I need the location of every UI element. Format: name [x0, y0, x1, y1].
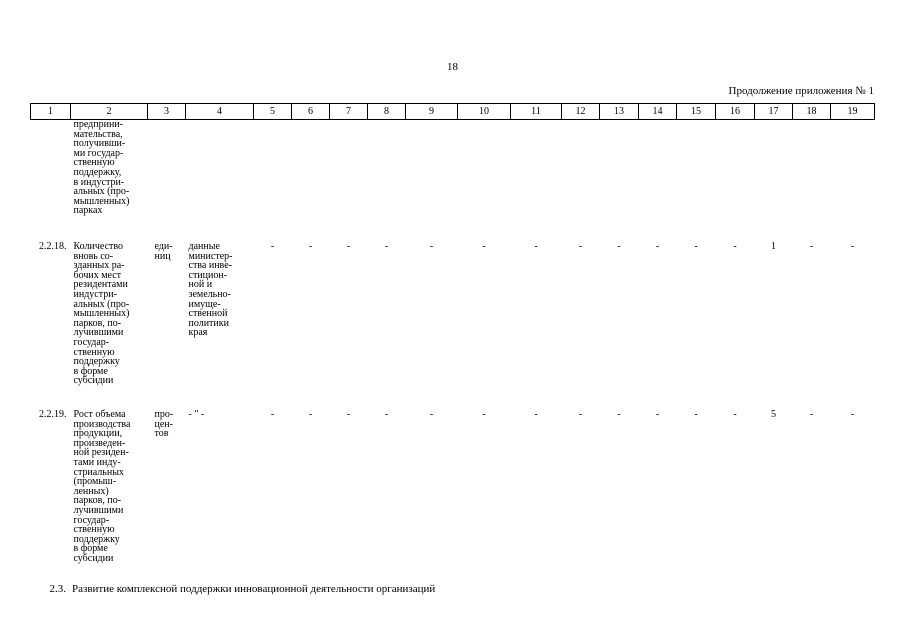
value-cell: -: [429, 409, 434, 420]
value-cell: [330, 120, 368, 235]
value-cell: -: [482, 409, 486, 420]
data-source-line: - " -: [188, 409, 205, 420]
value-cell: [600, 120, 639, 235]
value-cell: -: [850, 409, 855, 420]
value-cell: -: [384, 241, 389, 252]
indicator-name-line: в форме: [73, 543, 108, 555]
column-header: 1: [31, 104, 71, 120]
data-source: [186, 120, 254, 235]
value-cell: [368, 120, 406, 235]
value-cell: -: [346, 409, 351, 420]
data-source-line: политики: [188, 317, 229, 329]
indicator-name-line: продукции,: [73, 428, 123, 440]
indicator-name-line: ленных): [73, 485, 109, 497]
indicator-name-line: ственную: [73, 346, 115, 358]
indicator-name-line: поддержку,: [73, 166, 122, 178]
column-header: 9: [406, 104, 458, 120]
value-cell: -: [346, 241, 351, 252]
indicator-name-line: в индустри-: [73, 176, 125, 188]
indicator-name-line: ми государ-: [73, 147, 124, 159]
column-header: 17: [755, 104, 793, 120]
value-cell: -: [809, 241, 814, 252]
column-header: 6: [292, 104, 330, 120]
table-row: [31, 234, 875, 402]
indicator-name-line: бочих мест: [73, 269, 122, 281]
indicator-name-line: альных (про-: [73, 186, 130, 198]
indicator-name-line: зданных ра-: [73, 260, 125, 272]
data-source-line: стицион-: [188, 269, 228, 281]
value-cell: -: [270, 409, 275, 420]
value-cell: -: [308, 409, 313, 420]
column-header: 3: [148, 104, 186, 120]
indicator-name-line: индустри-: [73, 288, 117, 300]
value-cell: -: [482, 241, 486, 252]
indicator-name-line: лучившими: [73, 327, 124, 339]
indicator-name-line: субсидии: [73, 375, 114, 387]
indicator-name-line: ной резиден-: [73, 447, 129, 459]
indicator-name: [71, 120, 148, 235]
unit-of-measure-line: про-: [154, 409, 174, 420]
table-row: [31, 402, 875, 576]
indicator-name-line: в форме: [73, 365, 108, 377]
data-source-line: ственной: [188, 308, 228, 320]
value-cell: [677, 120, 716, 235]
value-cell: -: [534, 241, 538, 252]
value-cell: -: [655, 409, 660, 420]
indicator-name-line: поддержку: [73, 533, 120, 545]
value-cell: [755, 120, 793, 235]
table-row: [31, 120, 875, 235]
indicator-name-line: тами инду-: [73, 456, 121, 468]
unit-of-measure: [148, 234, 186, 402]
indicator-name-line: лучившими: [73, 504, 124, 516]
indicator-name-line: мышленных): [73, 195, 130, 207]
column-header: 7: [330, 104, 368, 120]
value-cell: -: [733, 409, 737, 420]
value-cell: -: [694, 241, 698, 252]
value-cell: [716, 120, 755, 235]
indicator-name-line: ственную: [73, 157, 115, 169]
row-number: 2.2.18.: [39, 241, 67, 252]
value-cell: [831, 120, 875, 235]
unit-of-measure-line: ниц: [154, 250, 171, 262]
data-source-line: данные: [188, 241, 220, 252]
column-header: 13: [600, 104, 639, 120]
column-header: 10: [458, 104, 511, 120]
column-header: 14: [639, 104, 677, 120]
row-number: 2.2.19.: [39, 409, 67, 420]
indicator-name-line: предприни-: [73, 119, 123, 130]
value-cell: -: [617, 409, 621, 420]
indicator-name-line: Количество: [73, 241, 124, 252]
indicator-name-line: парков, по-: [73, 317, 122, 329]
unit-of-measure: [148, 402, 186, 576]
indicator-name: [71, 402, 148, 576]
unit-of-measure-line: еди-: [154, 241, 173, 252]
data-source: [186, 234, 254, 402]
indicator-name-line: ственную: [73, 524, 115, 536]
page-number: 18: [447, 61, 458, 73]
column-header: 8: [368, 104, 406, 120]
indicator-name-line: стриальных: [73, 466, 124, 478]
indicator-name-line: парков, по-: [73, 495, 122, 507]
column-header: 5: [254, 104, 292, 120]
value-cell: -: [733, 241, 737, 252]
value-cell: 5: [771, 409, 776, 420]
unit-of-measure-line: тов: [154, 428, 169, 440]
value-cell: [562, 120, 600, 235]
value-cell: -: [308, 241, 313, 252]
data-source-line: ной и: [188, 279, 213, 291]
section-number: 2.3.: [49, 583, 66, 595]
unit-of-measure-line: цен-: [154, 418, 173, 430]
column-header: 16: [716, 104, 755, 120]
value-cell: -: [809, 409, 814, 420]
indicator-name-line: государ-: [73, 336, 110, 348]
column-header: 19: [831, 104, 875, 120]
row-number: [31, 120, 71, 235]
section-title: Развитие комплексной поддержки инновационной деятельности организаций: [72, 583, 436, 595]
indicator-name-line: Рост объема: [73, 409, 126, 420]
data-source-line: министер-: [188, 250, 233, 262]
indicator-name-line: альных (про-: [73, 298, 130, 310]
value-cell: [406, 120, 458, 235]
column-header: 12: [562, 104, 600, 120]
indicator-name-line: поддержку: [73, 356, 120, 368]
data-source-line: края: [188, 327, 208, 339]
value-cell: -: [850, 241, 855, 252]
value-cell: [639, 120, 677, 235]
indicator-name-line: производства: [73, 418, 131, 430]
value-cell: [793, 120, 831, 235]
indicator-name-line: вновь со-: [73, 250, 114, 262]
indicator-name-line: (промыш-: [73, 476, 117, 488]
indicator-name-line: мышленных): [73, 308, 130, 320]
value-cell: 1: [771, 241, 776, 252]
data-source: [186, 402, 254, 576]
value-cell: -: [429, 241, 434, 252]
value-cell: -: [578, 409, 583, 420]
value-cell: -: [655, 241, 660, 252]
column-header: 15: [677, 104, 716, 120]
data-source-line: земельно-: [188, 288, 231, 300]
column-header: 2: [71, 104, 148, 120]
column-number-header: [31, 104, 875, 120]
value-cell: -: [694, 409, 698, 420]
value-cell: [511, 120, 562, 235]
value-cell: -: [384, 409, 389, 420]
unit-of-measure: [148, 120, 186, 235]
indicator-name-line: субсидии: [73, 552, 114, 564]
indicator-name-line: парках: [73, 205, 103, 217]
indicator-name-line: произведен-: [73, 437, 126, 449]
value-cell: [458, 120, 511, 235]
value-cell: [254, 120, 292, 235]
data-source-line: имуще-: [188, 298, 221, 310]
indicator-name-line: мательства,: [73, 128, 123, 140]
section-heading: [30, 583, 435, 595]
indicator-name-line: получивши-: [73, 138, 126, 150]
column-header: 18: [793, 104, 831, 120]
indicator-name-line: резидентами: [73, 279, 128, 291]
column-header: 11: [511, 104, 562, 120]
indicator-name: [71, 234, 148, 402]
continuation-label: Продолжение приложения № 1: [728, 85, 874, 97]
indicator-name-line: государ-: [73, 514, 110, 526]
value-cell: -: [270, 241, 275, 252]
value-cell: [292, 120, 330, 235]
data-source-line: ства инве-: [188, 260, 232, 272]
column-header: 4: [186, 104, 254, 120]
value-cell: -: [534, 409, 538, 420]
value-cell: -: [617, 241, 621, 252]
value-cell: -: [578, 241, 583, 252]
data-table: [30, 103, 875, 576]
